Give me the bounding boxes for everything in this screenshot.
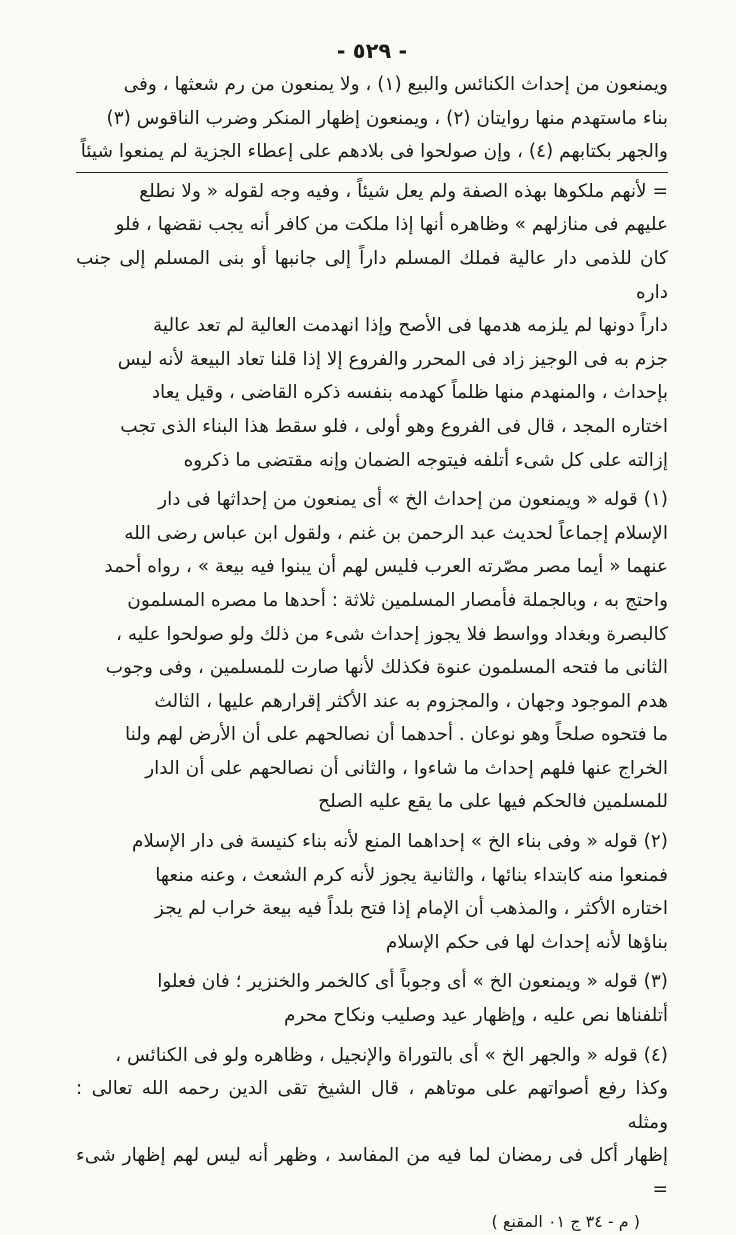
page-number: - ٥٢٩ - — [336, 39, 408, 63]
note-line: وكذا رفع أصواتهم على موتاهم ، قال الشيخ تقى الدين رحمه الله تعالى : ومثله — [76, 1078, 668, 1133]
footnote-2 — [76, 825, 668, 959]
note-line: عليهم فى منازلهم » وظاهره أنها إذا ملكت من كافر أنه يجب نقضها ، فلو — [115, 214, 668, 236]
note-line: اختاره الأكثر ، والمذهب أن الإمام إذا فتح بلداً فيه بيعة خراب لم يجز — [155, 898, 668, 920]
main-text — [76, 68, 668, 169]
note-line: للمسلمين فالحكم فيها على ما يقع عليه الصلح — [318, 791, 668, 813]
note-line: كان للذمى دار عالية فملك المسلم داراً إلى جانبها أو بنى المسلم إلى جنب داره — [76, 247, 668, 303]
footnote-continuation — [76, 175, 668, 477]
note-line: داراً دونها لم يلزمه هدمها فى الأصح وإذا انهدمت العالية لم تعد عالية — [153, 315, 668, 337]
note-line: بإحداث ، والمنهدم منها ظلماً كهدمه بنفسه ذكره القاضى ، وقيل يعاد — [151, 382, 668, 404]
footnote-3 — [76, 965, 668, 1032]
note-line: إظهار أكل فى رمضان لما فيه من المفاسد ، وظهر أنه ليس لهم إظهار شىء = — [76, 1145, 668, 1200]
note-line: هدم الموجود وجهان ، والمجزوم به عند الأكثر إقرارهم عليها ، الثالث — [154, 690, 668, 712]
note-line: إزالته على كل شىء أتلفه فيتوجه الضمان وإنه مقتضى ما ذكروه — [183, 449, 668, 471]
note-line: واحتج به ، وبالجملة فأمصار المسلمين ثلاثة : أحدها ما مصره المسلمون — [127, 589, 668, 611]
note-line: كالبصرة وبغداد وواسط فلا يجوز إحداث شىء من ذلك ولو صولحوا عليه ، — [115, 623, 668, 645]
note-line: الإسلام إجماعاً لحديث عبد الرحمن بن غنم ، ولقول ابن عباس رضى الله — [124, 522, 668, 544]
main-line: بناء ماستهدم منها روايتان (٢) ، ويمنعون إظهار المنكر وضرب الناقوس (٣) — [106, 107, 668, 129]
note-line: الخراج عنها فلهم إحداث ما شاءوا ، والثانى أن نصالحهم على أن الدار — [145, 757, 668, 779]
note-line: (٢) قوله « وفى بناء الخ » إحداهما المنع لأنه بناء كنيسة فى دار الإسلام — [131, 831, 668, 853]
note-line: أتلفناها نص عليه ، وإظهار عيد وصليب ونكاح محرم — [283, 1005, 668, 1027]
note-line: عنهما « أيما مصر مصّرته العرب فليس لهم أن يبنوا فيه بيعة » ، رواه أحمد — [104, 556, 668, 578]
main-line: ويمنعون من إحداث الكنائس والبيع (١) ، ولا يمنعون من رم شعثها ، وفى — [123, 74, 668, 95]
note-line: بناؤها لأنه إحداث لها فى حكم الإسلام — [385, 931, 668, 953]
note-line: اختاره المجد ، قال فى الفروع وهو أولى ، فلو سقط هذا البناء الذى تجب — [120, 415, 668, 437]
footnote-4 — [76, 1039, 668, 1207]
note-line: (١) قوله « ويمنعون من إحداث الخ » أى يمنعون من إحداثها فى دار — [158, 489, 668, 511]
note-line: جزم به فى الوجيز زاد فى المحرر والفروع إلا إذا قلنا تعاد البيعة لأنه ليس — [117, 348, 668, 370]
main-line: والجهر بكتابهم (٤) ، وإن صولحوا فى بلادهم على إعطاء الجزية لم يمنعوا شيئاً — [80, 141, 668, 163]
note-line: = لأنهم ملكوها بهذه الصفة ولم يعل شيئاً ، وفيه وجه لقوله « ولا نطلع — [139, 180, 668, 202]
note-line: ما فتحوه صلحاً وهو نوعان . أحدهما أن نصالحهم على أن الأرض لهم ولنا — [124, 724, 668, 746]
note-line: (٣) قوله « ويمنعون الخ » أى وجوباً أى كالخمر والخنزير ؛ فان فعلوا — [157, 971, 668, 993]
note-line: الثانى ما فتحه المسلمون عنوة فكذلك لأنها صارت للمسلمين ، وفى وجوب — [105, 657, 668, 679]
note-line: فمنعوا منه كابتداء بنائها ، والثانية يجوز لأنه كرم الشعث ، وعنه منعها — [155, 864, 668, 886]
footnote-1 — [76, 483, 668, 819]
note-line: (٤) قوله « والجهر الخ » أى بالتوراة والإنجيل ، وظاهره ولو فى الكنائس ، — [115, 1044, 668, 1066]
footnote-divider — [76, 172, 668, 173]
footnotes — [76, 175, 668, 1207]
signature-mark: ( م - ٣٤ ج ٠١ المقنع ) — [491, 1211, 640, 1231]
